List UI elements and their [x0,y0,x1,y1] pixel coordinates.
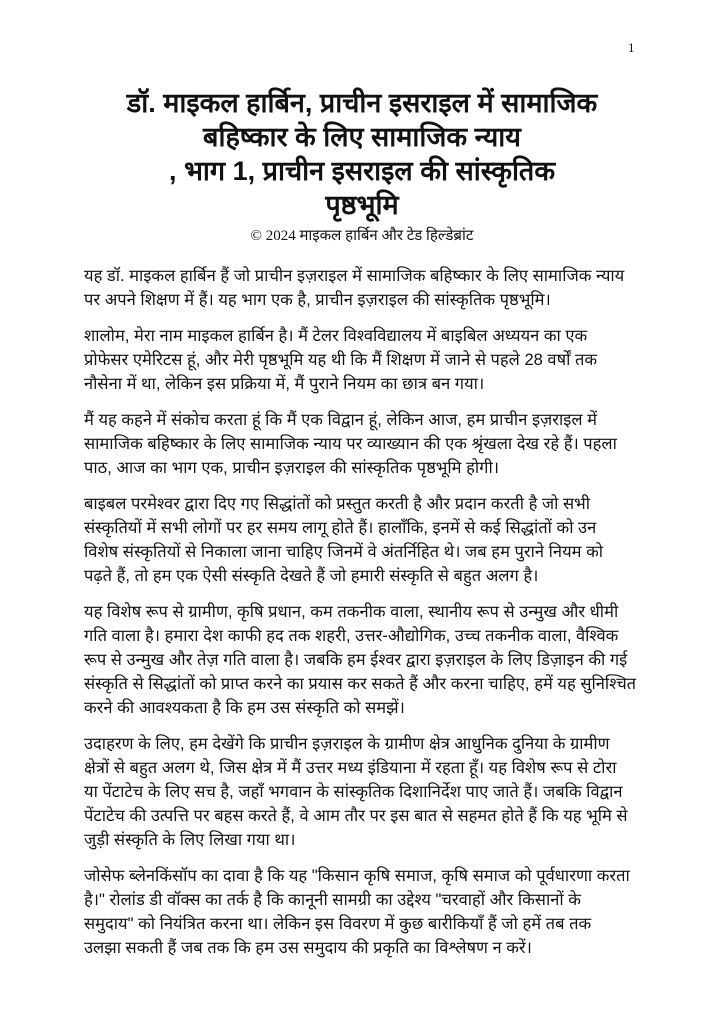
text-line: उलझा सकती हैं जब तक कि हम उस समुदाय की प्रकृति का विश्लेषण न करें। [84,939,532,957]
paragraph [84,732,664,852]
text-line: मैं यह कहने में संकोच करता हूं कि मैं एक विद्वान हूं, लेकिन आज, हम प्राचीन इज़राइल में [84,411,598,429]
paragraph [84,408,664,480]
text-line: नौसेना में था, लेकिन इस प्रक्रिया में, मैं पुराने नियम का छात्र बन गया। [84,375,485,393]
copyright-line: © 2024 माइकल हार्बिन और टेड हिल्डेब्रांट [250,228,474,244]
text-line: पर अपने शिक्षण में हैं। यह भाग एक है, प्राचीन इज़राइल की सांस्कृतिक पृष्ठभूमि। [84,291,551,309]
text-line: रूप से उन्मुख और तेज़ गति वाला है। जबकि हम ईश्वर द्वारा इज़राइल के लिए डिज़ाइन की गई [84,651,628,669]
text-line: जोसेफ ब्लेनकिंसॉप का दावा है कि यह "किसान कृषि समाज, कृषि समाज को पूर्वधारणा करता [84,867,630,885]
text-line: प्रोफेसर एमेरिटस हूं, और मेरी पृष्ठभूमि यह थी कि मैं शिक्षण में जाने से पहले 28 वर्षों तक [84,351,598,369]
text-line: क्षेत्रों से बहुत अलग थे, जिस क्षेत्र में मैं उत्तर मध्य इंडियाना में रहता हूँ। यह विशेष रूप से टोरा [84,759,617,777]
paragraph [84,864,664,960]
title-line: , भाग 1, प्राचीन इसराइल की सांस्कृतिक [168,156,556,186]
text-line: सामाजिक बहिष्कार के लिए सामाजिक न्याय पर व्याख्यान की एक श्रृंखला देख रहे हैं। पहला [84,435,617,453]
text-line: शालोम, मेरा नाम माइकल हार्बिन है। मैं टेलर विश्वविद्यालय में बाइबिल अध्ययन का एक [84,327,588,345]
title-line: पृष्ठभूमि [325,190,399,220]
paragraph [84,324,664,396]
text-line: समुदाय" को नियंत्रित करना था। लेकिन इस विवरण में कुछ बारीकियाँ हैं जो हमें तब तक [84,915,592,933]
text-line: संस्कृतियों में सभी लोगों पर हर समय लागू होते हैं। हालाँकि, इनमें से कई सिद्धांतों को उन [84,519,597,537]
text-line: विशेष संस्कृतियों से निकाला जाना चाहिए जिनमें वे अंतर्निहित थे। जब हम पुराने नियम को [84,543,604,561]
text-line: यह विशेष रूप से ग्रामीण, कृषि प्रधान, कम तकनीक वाला, स्थानीय रूप से उन्मुख और धीमी [84,603,619,621]
text-line: बाइबल परमेश्वर द्वारा दिए गए सिद्धांतों को प्रस्तुत करती है और प्रदान करती है जो सभी [84,495,591,513]
document-body [84,264,664,972]
text-line: करने की आवश्यकता है कि हम उस संस्कृति को समझें। [84,699,405,717]
paragraph [84,264,664,312]
text-line: पढ़ते हैं, तो हम एक ऐसी संस्कृति देखते हैं जो हमारी संस्कृति से बहुत अलग है। [84,567,539,585]
text-line: या पेंटाटेच के लिए सच है, जहाँ भगवान के सांस्कृतिक दिशानिर्देश पाए जाते हैं। जबकि विद्वान [84,783,623,801]
paragraph [84,492,664,588]
title-line: बहिष्कार के लिए सामाजिक न्याय [203,122,521,152]
text-line: उदाहरण के लिए, हम देखेंगे कि प्राचीन इज़राइल के ग्रामीण क्षेत्र आधुनिक दुनिया के ग्रामीण [84,735,610,753]
text-line: यह डॉ. माइकल हार्बिन हैं जो प्राचीन इज़राइल में सामाजिक बहिष्कार के लिए सामाजिक न्याय [84,267,625,285]
text-line: पेंटाटेच की उत्पत्ति पर बहस करते हैं, वे आम तौर पर इस बात से सहमत होते हैं कि यह भूमि से [84,807,628,825]
paragraph [84,600,664,720]
text-line: है।" रोलांड डी वॉक्स का तर्क है कि कानूनी सामग्री का उद्देश्य "चरवाहों और किसानों के [84,891,581,909]
page-number: 1 [628,40,635,55]
text-line: जुड़ी संस्कृति के लिए लिखा गया था। [84,831,296,849]
text-line: गति वाला है। हमारा देश काफी हद तक शहरी, उत्तर-औद्योगिक, उच्च तकनीक वाला, वैश्विक [84,627,619,645]
title-line: डॉ. माइकल हार्बिन, प्राचीन इसराइल में सामाजिक [126,88,598,118]
text-line: संस्कृति से सिद्धांतों को प्राप्त करने का प्रयास कर सकते हैं और करना चाहिए, हमें यह सुनिश्चित [84,675,637,693]
text-line: पाठ, आज का भाग एक, प्राचीन इज़राइल की सांस्कृतिक पृष्ठभूमि होगी। [84,459,499,477]
document-title [0,86,724,222]
